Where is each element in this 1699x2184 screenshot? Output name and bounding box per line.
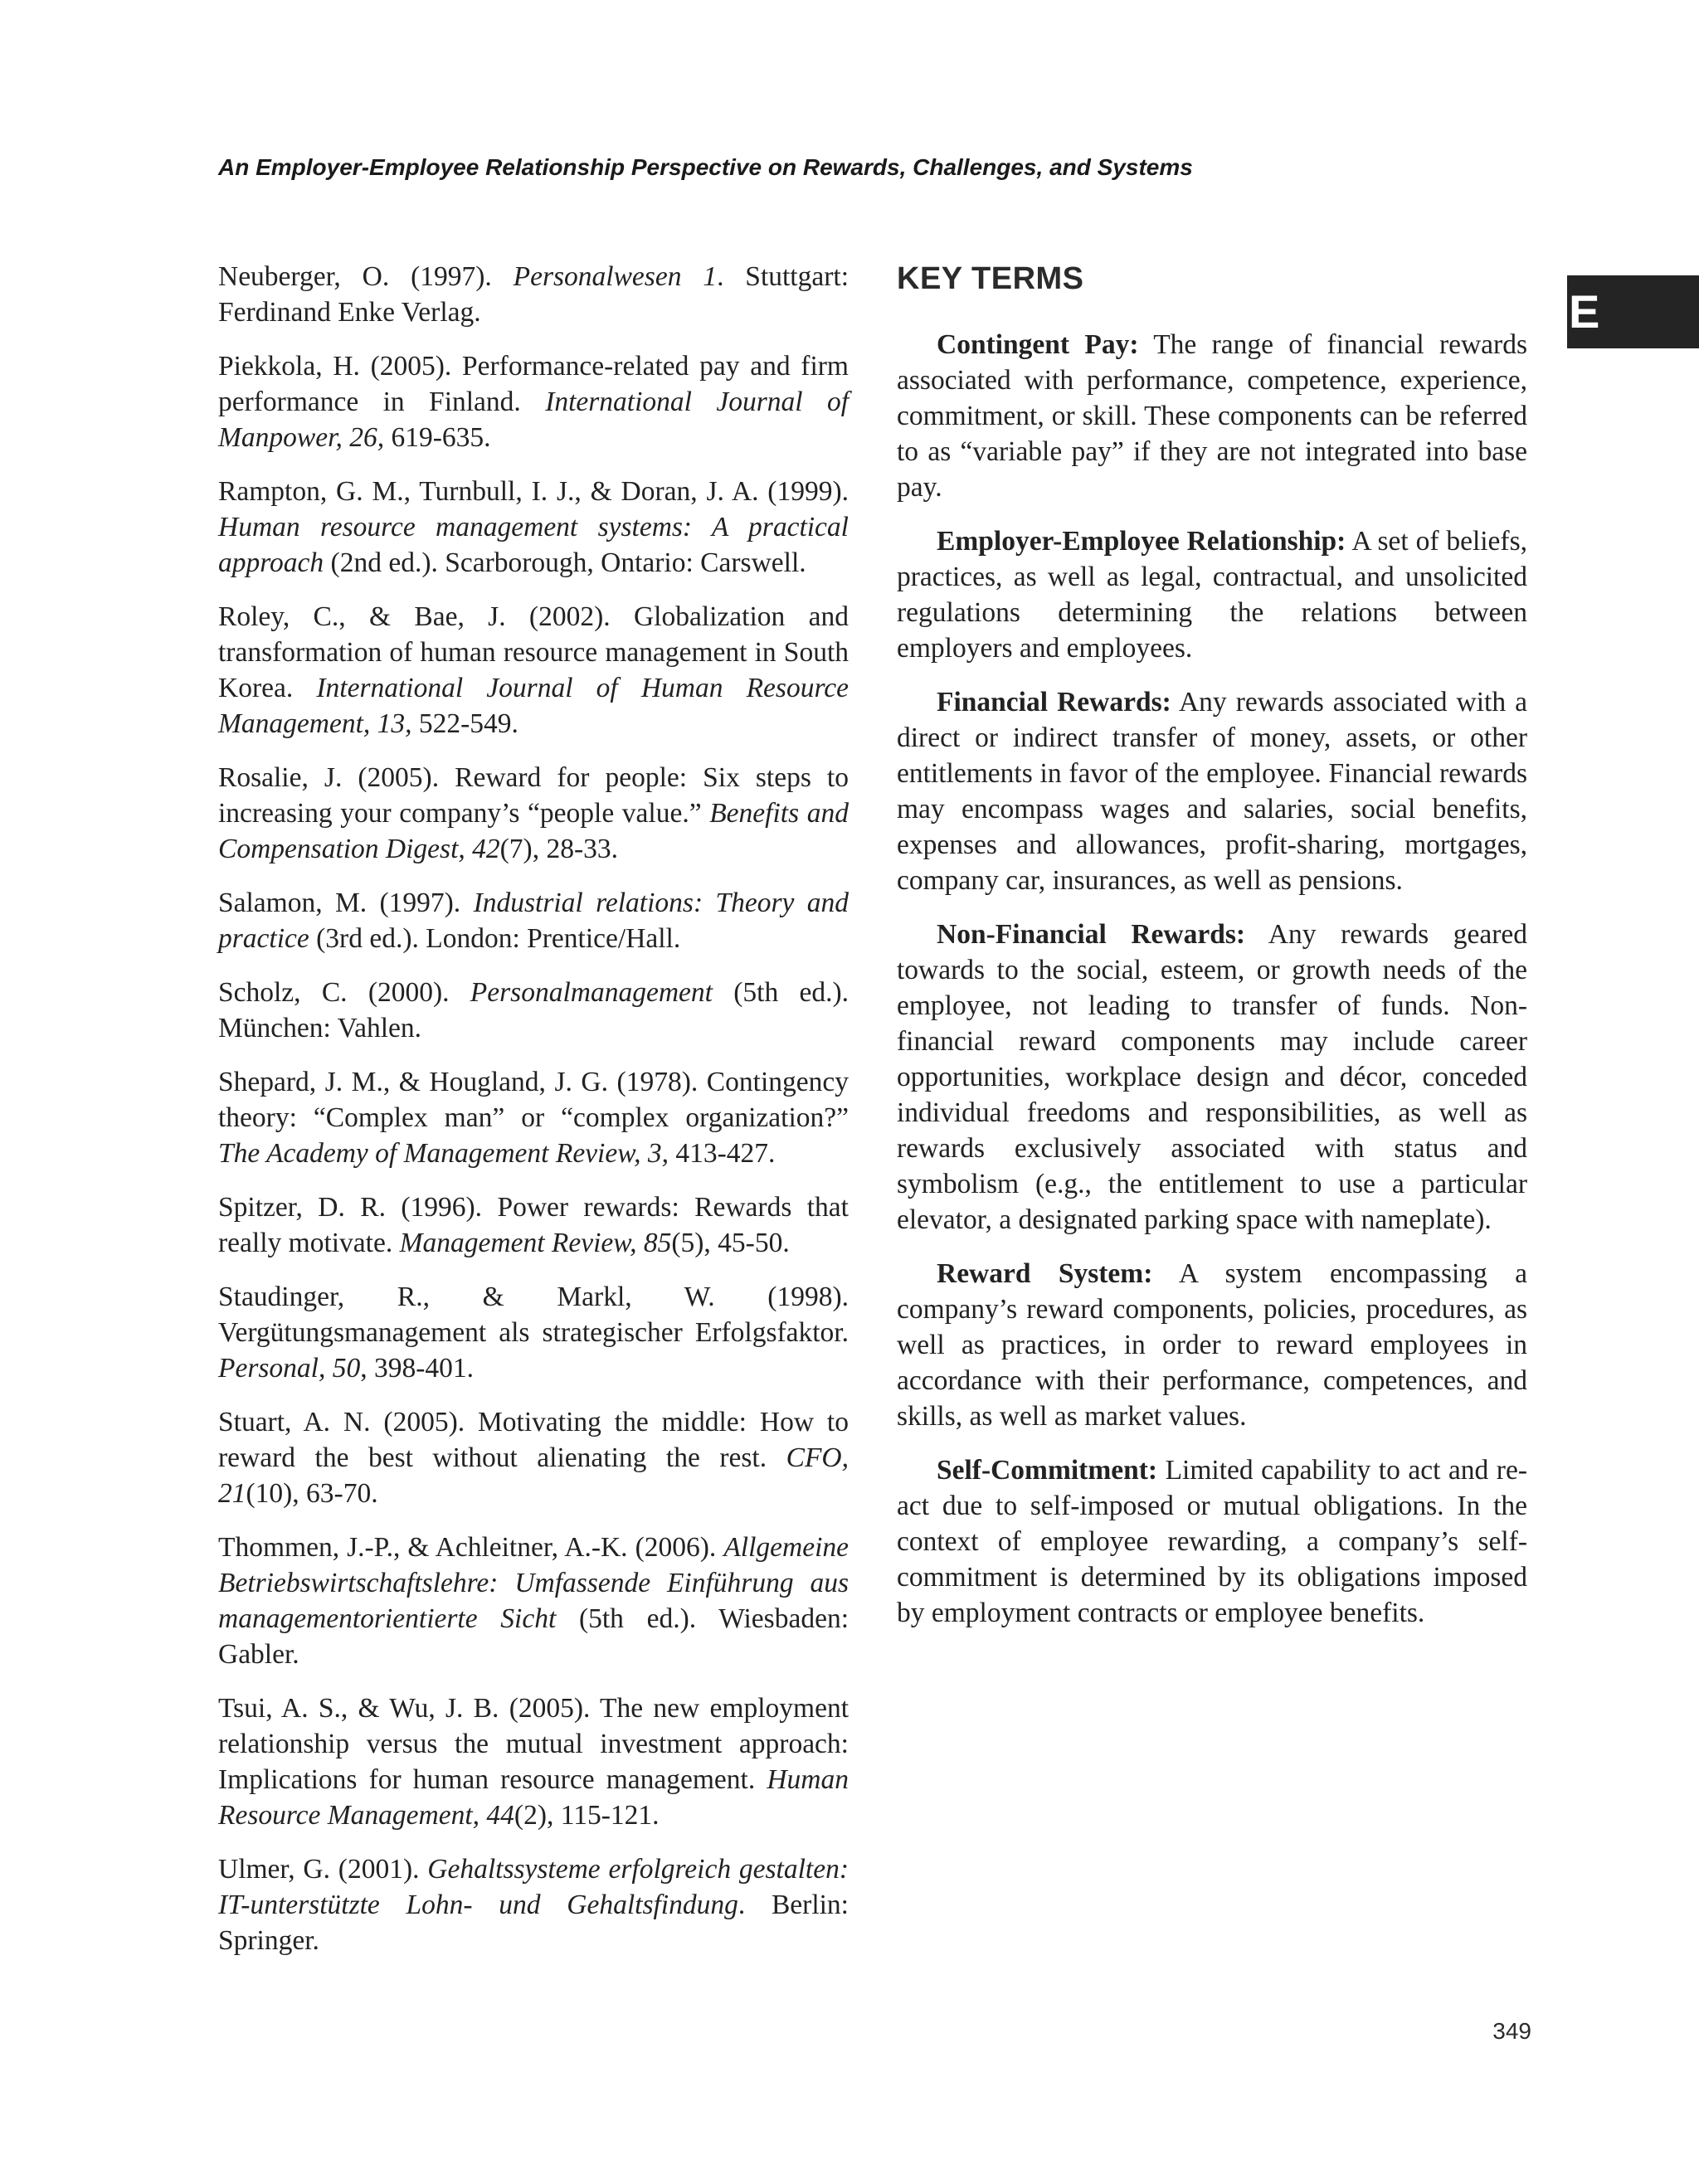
key-term-entry: [897, 917, 1527, 1238]
reference-text: (5th ed.). München: Vahlen.: [218, 977, 849, 1043]
key-term-entry: [897, 1256, 1527, 1434]
reference-text: Staudinger, R., & Markl, W. (1998). Vergütungsmanagement als strategischer Erfolgsfaktor.: [218, 1282, 849, 1348]
reference-entry: [218, 474, 849, 581]
key-terms-column: [897, 259, 1527, 1649]
reference-italic: Benefits and Compensation Digest, 42: [218, 798, 849, 864]
key-term-entry: [897, 684, 1527, 898]
reference-italic: The Academy of Management Review, 3,: [218, 1138, 669, 1169]
reference-text: 522-549.: [411, 708, 518, 739]
reference-text: 413-427.: [668, 1138, 776, 1169]
reference-italic: International Journal of Human Resource Management, 13,: [218, 673, 849, 739]
key-term-definition: Any rewards associated with a direct or indirect transfer of money, assets, or other entitlements in favor of the employee. Financial rewards may encompass wages and salaries, social benefits, expenses and allowances, profit-sharing, mortgages, company car, insurances, as well as pensions.: [897, 687, 1527, 896]
reference-text: . Berlin: Springer.: [218, 1890, 849, 1956]
reference-text: Piekkola, H. (2005). Performance-related pay and firm performance in Finland.: [218, 351, 849, 417]
reference-entry: [218, 348, 849, 455]
key-term-definition: A system encompassing a company’s reward components, policies, procedures, as well as practices, in order to reward employees in accordance with their performance, competences, and skills, as well as market values.: [897, 1258, 1528, 1432]
reference-text: (7), 28-33.: [499, 834, 618, 864]
reference-entry: [218, 1530, 849, 1672]
reference-entry: [218, 1279, 849, 1386]
reference-text: Scholz, C. (2000).: [218, 977, 470, 1008]
reference-text: (10), 63-70.: [246, 1478, 378, 1509]
reference-text: (5th ed.). Wiesbaden: Gabler.: [218, 1603, 849, 1670]
reference-entry: [218, 1189, 849, 1261]
reference-italic: Industrial relations: Theory and practice: [218, 888, 849, 954]
reference-italic: Personal, 50: [218, 1353, 361, 1384]
page-number: 349: [1492, 2018, 1531, 2044]
key-term-name: Self-Commitment:: [937, 1455, 1158, 1486]
reference-italic: CFO, 21: [218, 1442, 849, 1509]
reference-italic: International Journal of Manpower, 26,: [218, 387, 849, 453]
reference-entry: [218, 259, 849, 330]
reference-italic: Personalwesen 1: [513, 261, 718, 292]
reference-text: , 398-401.: [360, 1353, 474, 1384]
reference-entry: [218, 599, 849, 742]
reference-italic: Allgemeine Betriebswirtschaftslehre: Umfassende Einführung aus managementorientierte Sicht: [218, 1532, 849, 1634]
reference-text: Thommen, J.-P., & Achleitner, A.-K. (2006).: [218, 1532, 724, 1563]
reference-text: (2), 115-121.: [514, 1800, 660, 1831]
reference-entry: [218, 1851, 849, 1958]
reference-text: Ulmer, G. (2001).: [218, 1854, 428, 1885]
reference-text: Stuart, A. N. (2005). Motivating the middle: How to reward the best without alienating the rest.: [218, 1407, 849, 1473]
reference-text: Roley, C., & Bae, J. (2002). Globalization and transformation of human resource management in South Korea.: [218, 601, 849, 703]
reference-italic: Management Review, 85: [399, 1228, 672, 1258]
key-term-name: Employer-Employee Relationship:: [937, 526, 1346, 557]
reference-text: Neuberger, O. (1997).: [218, 261, 514, 292]
reference-text: Shepard, J. M., & Hougland, J. G. (1978). Contingency theory: “Complex man” or “complex organization?”: [218, 1067, 849, 1133]
key-term-definition: A set of beliefs, practices, as well as legal, contractual, and unsolicited regulations determining the relations between employers and employees.: [897, 526, 1527, 664]
reference-text: . Stuttgart: Ferdinand Enke Verlag.: [218, 261, 850, 328]
key-terms-heading: KEY TERMS: [897, 261, 1084, 296]
reference-text: Spitzer, D. R. (1996). Power rewards: Rewards that really motivate.: [218, 1192, 849, 1258]
reference-entry: [218, 1064, 849, 1171]
reference-text: (3rd ed.). London: Prentice/Hall.: [309, 923, 681, 954]
key-term-name: Non-Financial Rewards:: [937, 919, 1246, 950]
key-term-definition: Limited capability to act and re-act due to self-imposed or mutual obligations. In the context of employee rewarding, a company’s self-commitment is determined by its obligations imposed by employment contracts or employee benefits.: [897, 1455, 1527, 1628]
key-term-entry: [897, 1452, 1527, 1631]
reference-italic: Gehaltssysteme erfolgreich gestalten: IT-unterstützte Lohn- und Gehaltsfindung: [218, 1854, 849, 1920]
key-term-entry: [897, 327, 1527, 505]
key-term-entry: [897, 523, 1527, 666]
key-term-name: Reward System:: [937, 1258, 1153, 1289]
reference-text: (5), 45-50.: [671, 1228, 790, 1258]
key-term-name: Financial Rewards:: [937, 687, 1171, 717]
key-term-name: Contingent Pay:: [937, 329, 1139, 360]
reference-text: Salamon, M. (1997).: [218, 888, 474, 918]
references-column: [218, 259, 849, 1977]
key-term-definition: The range of financial rewards associated with performance, competence, experience, commitment, or skill. These components can be referred to as “variable pay” if they are not integrated into base pay.: [897, 329, 1527, 503]
reference-entry: [218, 885, 849, 956]
key-term-definition: Any rewards geared towards to the social, esteem, or growth needs of the employee, not leading to transfer of funds. Non-financial reward components may include career opportunities, workplace design and décor, conceded individual freedoms and responsibilities, as well as rewards exclusively associated with status and symbolism (e.g., the entitlement to use a particular elevator, a designated parking space with nameplate).: [897, 919, 1527, 1235]
reference-entry: [218, 1690, 849, 1833]
reference-text: Rampton, G. M., Turnbull, I. J., & Doran, J. A. (1999).: [218, 476, 849, 507]
reference-text: 619-635.: [384, 422, 491, 453]
reference-entry: [218, 1404, 849, 1511]
section-tab: E: [1567, 275, 1699, 348]
reference-text: Tsui, A. S., & Wu, J. B. (2005). The new employment relationship versus the mutual investment approach: Implications for human resource management.: [218, 1693, 849, 1795]
reference-entry: [218, 975, 849, 1046]
reference-text: Rosalie, J. (2005). Reward for people: Six steps to increasing your company’s “people value.”: [218, 762, 849, 829]
reference-italic: Human Resource Management, 44: [218, 1764, 849, 1831]
reference-entry: [218, 760, 849, 867]
running-header: An Employer-Employee Relationship Perspective on Rewards, Challenges, and Systems: [218, 154, 1193, 180]
reference-italic: Human resource management systems: A practical approach: [218, 512, 849, 578]
reference-italic: Personalmanagement: [470, 977, 713, 1008]
reference-text: (2nd ed.). Scarborough, Ontario: Carswell.: [324, 547, 806, 578]
